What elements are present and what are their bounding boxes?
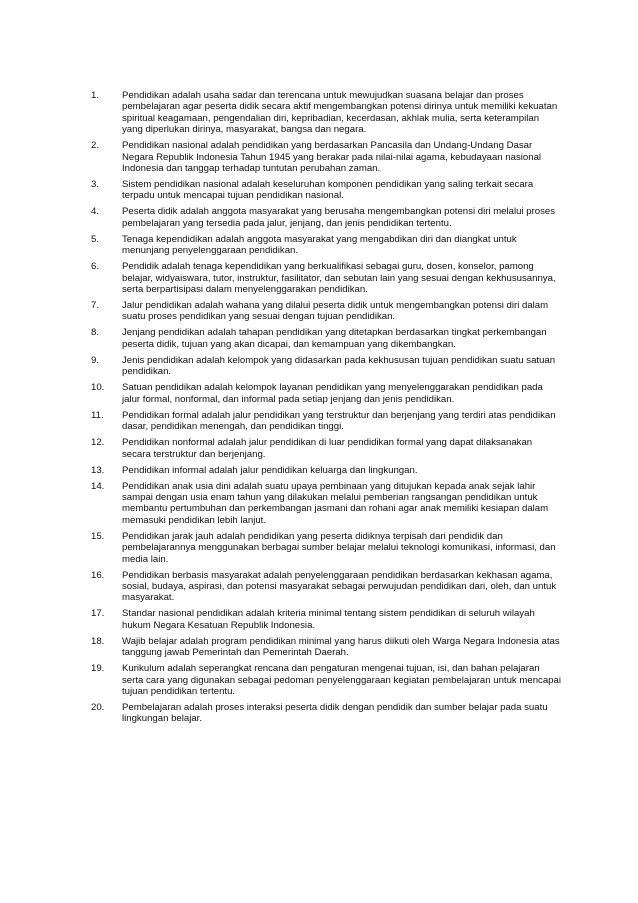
list-item [91, 663, 561, 697]
item-number: 14. [91, 480, 105, 492]
item-text: Kurikulum adalah seperangkat rencana dan pengaturan mengenai tujuan, isi, dan bahan pelajaran serta cara yang digunakan sebagai pedoman penyelenggaraan kegiatan pembelajaran untuk mencapai tujuan pendidikan tertentu. [122, 663, 561, 697]
item-number: 6. [91, 261, 100, 273]
item-text: Jenjang pendidikan adalah tahapan pendidikan yang ditetapkan berdasarkan tingkat perkembangan peserta didik, tujuan yang akan dicapai, dan kemampuan yang dikembangkan. [122, 327, 547, 350]
item-text: Pendidikan formal adalah jalur pendidikan yang terstruktur dan berjenjang yang terdiri atas pendidikan dasar, pendidikan menengah, dan pendidikan tinggi. [122, 409, 556, 433]
item-number: 5. [91, 233, 100, 245]
item-text: Wajib belajar adalah program pendidikan minimal yang harus diikuti oleh Warga Negara Indonesia atas tanggung jawab Pemerintah dan Pemerintah Daerah. [122, 635, 560, 659]
item-text: Jenis pendidikan adalah kelompok yang didasarkan pada kekhususan tujuan pendidikan suatu satuan pendidikan. [122, 354, 556, 378]
list-item [91, 481, 561, 527]
item-number: 1. [91, 90, 100, 101]
item-text: Pendidikan informal adalah jalur pendidikan keluarga dan lingkungan. [122, 464, 418, 476]
item-number: 9. [91, 354, 100, 366]
item-number: 16. [91, 569, 105, 581]
item-number: 15. [91, 530, 105, 542]
item-text: Pendidikan jarak jauh adalah pendidikan yang peserta didiknya terpisah dari pendidik dan pembelajarannya menggunakan berbagai sumber belajar melalui teknologi komunikasi, informasi, dan media lain. [122, 530, 556, 565]
item-number: 20. [91, 701, 105, 713]
list-item [91, 206, 561, 229]
item-text: Pendidikan anak usia dini adalah suatu upaya pembinaan yang ditujukan kepada anak sejak lahir sampai dengan usia enam tahun yang dilakukan melalui pemberian rangsangan pendidikan untuk membantu pertumbuhan dan perkembangan jasmani dan rohani agar anak memiliki kesiapan dalam memasuki pendidikan lebih lanjut. [122, 480, 549, 526]
item-text: Peserta didik adalah anggota masyarakat yang berusaha mengembangkan potensi diri melalui proses pembelajaran yang tersedia pada jalur, jenjang, dan jenis pendidikan tertentu. [122, 206, 556, 229]
item-number: 8. [91, 327, 100, 339]
item-text: Sistem pendidikan nasional adalah keseluruhan komponen pendidikan yang saling terkait secara terpadu untuk mencapai tujuan pendidikan nasional. [122, 179, 534, 202]
list-item [91, 382, 561, 405]
list-item [91, 531, 561, 565]
list-item [91, 702, 561, 725]
item-number: 17. [91, 608, 105, 620]
list-item [91, 234, 561, 257]
item-number: 12. [91, 437, 105, 449]
list-item [91, 300, 561, 323]
item-text: Satuan pendidikan adalah kelompok layanan pendidikan yang menyelenggarakan pendidikan pada jalur formal, nonformal, dan informal pada setiap jenjang dan jenis pendidikan. [122, 382, 543, 405]
list-item [91, 327, 561, 350]
list-item [91, 355, 561, 378]
list-item [91, 437, 561, 460]
list-item [91, 410, 561, 433]
item-number: 4. [91, 206, 100, 218]
item-text: Tenaga kependidikan adalah anggota masyarakat yang mengabdikan diri dan diangkat untuk menunjang penyelenggaraan pendidikan. [122, 233, 517, 257]
list-item [91, 90, 561, 136]
list-item [91, 570, 561, 604]
item-number: 2. [91, 140, 100, 152]
item-text: Pendidikan nasional adalah pendidikan yang berdasarkan Pancasila dan Undang-Undang Dasar Negara Republik Indonesia Tahun 1945 yang berakar pada nilai-nilai agama, kebudayaan nasional Indonesia dan tanggap terhadap tuntutan perubahan zaman. [122, 140, 542, 175]
list-item [91, 140, 561, 174]
item-number: 10. [91, 382, 105, 394]
item-number: 7. [91, 300, 100, 312]
item-text: Standar nasional pendidikan adalah kriteria minimal tentang sistem pendidikan di seluruh wilayah hukum Negara Kesatuan Republik Indonesia. [122, 608, 535, 631]
item-text: Pendidikan berbasis masyarakat adalah penyelenggaraan pendidikan berdasarkan kekhasan agama, sosial, budaya, aspirasi, dan potensi masyarakat sebagai perwujudan pendidikan dari, oleh, dan untuk masyarakat. [122, 569, 557, 604]
item-text: Pendidikan nonformal adalah jalur pendidikan di luar pendidikan formal yang dapat dilaksanakan secara terstruktur dan berjenjang. [122, 437, 533, 460]
item-number: 3. [91, 179, 100, 191]
item-number: 19. [91, 663, 105, 675]
list-item [91, 636, 561, 659]
item-text: Jalur pendidikan adalah wahana yang dilalui peserta didik untuk mengembangkan potensi diri dalam suatu proses pendidikan yang sesuai dengan tujuan pendidikan. [122, 300, 549, 323]
list-item [91, 465, 561, 476]
list-item [91, 608, 561, 631]
definition-list [91, 90, 561, 729]
list-item [91, 179, 561, 202]
item-number: 18. [91, 635, 105, 647]
item-text: Pendidik adalah tenaga kependidikan yang berkualifikasi sebagai guru, dosen, konselor, pamong belajar, widyaiswara, tutor, instruktur, fasilitator, dan sebutan lain yang sesuai dengan kekhususannya, serta berpartisipasi dalam menyelenggarakan pendidikan. [122, 261, 556, 296]
item-number: 11. [91, 409, 104, 421]
item-number: 13. [91, 464, 105, 476]
item-text: Pembelajaran adalah proses interaksi peserta didik dengan pendidik dan sumber belajar pada suatu lingkungan belajar. [122, 701, 548, 725]
item-text: Pendidikan adalah usaha sadar dan terencana untuk mewujudkan suasana belajar dan proses pembelajaran agar peserta didik secara aktif mengembangkan potensi dirinya untuk memiliki kekuatan spiritual keagamaan, pengendalian diri, kepribadian, kecerdasan, akhlak mulia, serta keterampilan yang diperlukan dirinya, masyarakat, bangsa dan negara. [122, 90, 558, 136]
list-item [91, 261, 561, 295]
